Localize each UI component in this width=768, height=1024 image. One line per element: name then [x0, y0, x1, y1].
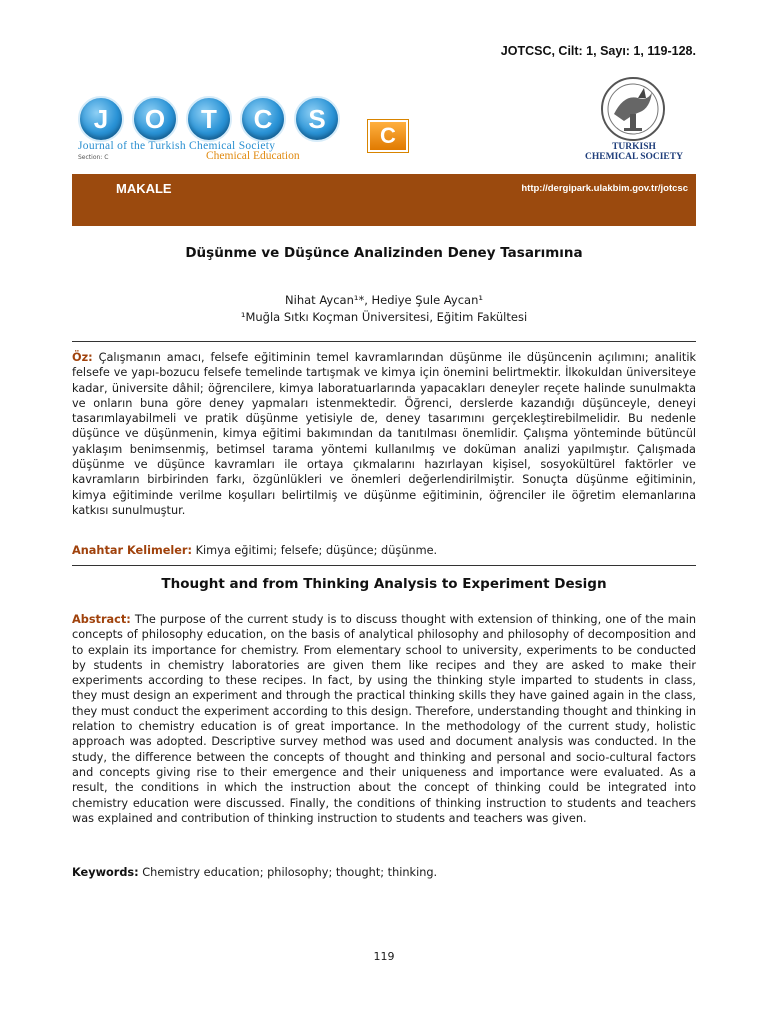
- abstract-tr-label: Öz:: [72, 351, 93, 364]
- jotcs-logo: [78, 96, 408, 166]
- abstract-en: [72, 612, 696, 826]
- logo-section-name: Chemical Education: [206, 150, 300, 162]
- article-title-en: Thought and from Thinking Analysis to Experiment Design: [161, 576, 607, 592]
- society-name-line1: TURKISH: [612, 142, 656, 152]
- page-number: 119: [373, 950, 395, 963]
- logo-section-letter: C: [368, 120, 408, 152]
- logo-letters: [78, 96, 348, 142]
- journal-url-link[interactable]: http://dergipark.ulakbim.gov.tr/jotcsc: [521, 183, 688, 194]
- divider-top: [72, 341, 696, 342]
- abstract-en-label: Abstract:: [72, 613, 131, 626]
- abstract-tr-text: Çalışmanın amacı, felsefe eğitiminin temel kavramlarından düşünme ile düşüncenin açılımını; analitik felsefe ve yapı-bozucu felsefe temelinde tartışmak ve kimya için önemini belirtmektir. İlkokuldan üniversiteye kadar, üniversite dâhil; öğrencilere, kimya laboratuarlarında yapacakları deneyler reçete halinde sunulmakta ve onların buna göre deney yapmaları istenmektedir. Öğrenci, derslerde kazandığı düşünceyle, deneyi tasarımlayabilmeli ve pratik düşünme yetisiyle de, deney tasarımını gerçekleştirebilmelidir. Bu nedenle düşünce ve düşünmenin, kimya eğitimi bakımından da tanıtılması önemlidir. Çalışma yönteminde bütüncül yaklaşım benimsenmiş, betimsel tarama yöntemi kullanılmış ve doküman analizi yapılmıştır. Çalışmada düşünme ve düşünce kavramları ile ortaya çıkmalarını hazırlayan kişisel, sosyokültürel faktörler ve kavramların birbirinden farkı, özgünlükleri ve önemleri değerlendirilmiştir. Sonuçta düşünme eğitiminin, kimya eğitiminde verilme koşulları belirtilmiş ve düşünme eğitiminin, öğrenciler ile öğretim elemanlarına katkısı sunulmuştur.: [72, 351, 696, 517]
- keywords-en-text: Chemistry education; philosophy; thought; thinking.: [142, 866, 438, 879]
- author-names: Nihat Aycan¹*, Hediye Şule Aycan¹: [285, 293, 483, 307]
- article-title-tr: Düşünme ve Düşünce Analizinden Deney Tasarımına: [185, 245, 583, 261]
- logo-letter-o: O: [132, 96, 178, 142]
- logo-letter-c: C: [240, 96, 286, 142]
- journal-citation: JOTCSC, Cilt: 1, Sayı: 1, 119-128.: [500, 44, 696, 58]
- author-block: [72, 292, 696, 326]
- logo-letter-j: J: [78, 96, 124, 142]
- logo-letter-s: S: [294, 96, 340, 142]
- abstract-tr: [72, 350, 696, 518]
- keywords-en-label: Keywords:: [72, 866, 139, 879]
- society-name-line2: CHEMICAL SOCIETY: [585, 152, 683, 162]
- logo-journal-name: Journal of the Turkish Chemical Society: [78, 140, 276, 152]
- author-affiliation: ¹Muğla Sıtkı Koçman Üniversitesi, Eğitim Fakültesi: [240, 310, 528, 324]
- keywords-tr-text: Kimya eğitimi; felsefe; düşünce; düşünme.: [195, 544, 438, 557]
- keywords-tr-label: Anahtar Kelimeler:: [72, 544, 192, 557]
- article-type-label: MAKALE: [116, 181, 172, 196]
- society-name: [578, 142, 690, 162]
- divider-middle: [72, 565, 696, 566]
- article-type-banner: [72, 174, 696, 226]
- logo-section-label: Section: C: [78, 154, 109, 161]
- keywords-tr: [72, 543, 696, 558]
- abstract-en-text: The purpose of the current study is to discuss thought with extension of thinking, one of the main concepts of philosophy education, on the basis of analytical philosophy and philosophy of decomposition and to explain its importance for chemistry. From elementary school to university, experiments to be conducted by students in chemistry laboratories are given them like recipes and they are asked to make their experiments according to these recipes. In fact, by using the thinking style imparted to students in class, they must design an experiment and through the practical thinking skills they have gained again in the class, they must conduct the experiment according to this design. Therefore, understanding thought and thinking in relation to chemistry education is of great importance. In the methodology of the current study, holistic approach was adopted. Descriptive survey method was used and document analysis was conducted. In the study, the difference between the concepts of thought and thinking and personal and socio-cultural factors and concepts giving rise to their emergence and their uniqueness and importance were evaluated. As a result, the conditions in which the instruction about the concept of thinking could be integrated into chemistry education were discussed. Finally, the conditions of thinking instruction to students and teachers was explained and contribution of thinking instruction to students and teachers was given.: [72, 613, 697, 825]
- keywords-en: [72, 865, 696, 880]
- logo-letter-t: T: [186, 96, 232, 142]
- turkish-chemical-society-seal: [578, 74, 690, 164]
- society-emblem-icon: [594, 74, 672, 144]
